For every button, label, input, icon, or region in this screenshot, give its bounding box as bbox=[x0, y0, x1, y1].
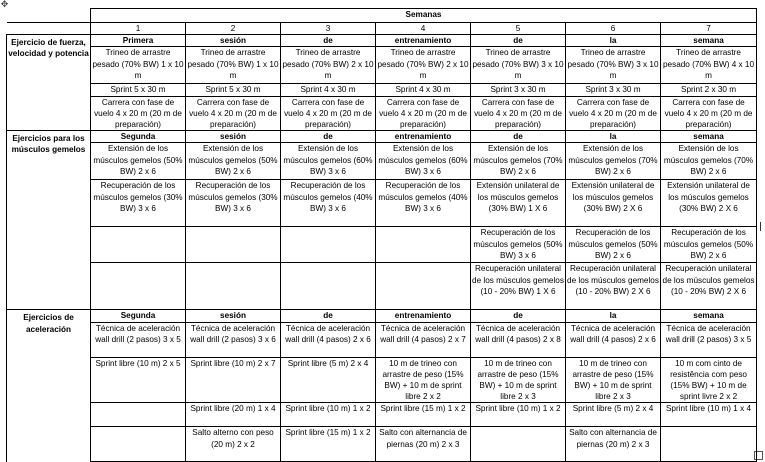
exercise-cell: Extensión de los músculos gemelos (60% BW) 3 x 6 bbox=[376, 143, 471, 180]
exercise-cell: Sprint libre (5 m) 2 x 4 bbox=[281, 357, 376, 403]
exercise-cell bbox=[186, 227, 281, 263]
exercise-cell: Carrera con fase de vuelo 4 x 20 m (20 m de preparación) bbox=[186, 96, 281, 131]
exercise-cell bbox=[376, 263, 471, 310]
session-word-cell: semana bbox=[661, 310, 757, 322]
exercise-cell: Sprint libre (10 m) 1 x 4 bbox=[661, 403, 757, 427]
exercise-cell: 10 m de trineo con arrastre de peso (15% BW) + 10 m de sprint libre 2 x 3 bbox=[471, 357, 566, 403]
exercise-cell: Carrera con fase de vuelo 4 x 20 m (20 m de preparación) bbox=[566, 96, 661, 131]
exercise-cell: Carrera con fase de vuelo 4 x 20 m (20 m de preparación) bbox=[376, 96, 471, 131]
exercise-cell: Extensión de los músculos gemelos (50% BW) 2 x 6 bbox=[186, 143, 281, 180]
exercise-cell: Recuperación de los músculos gemelos (30% BW) 3 x 6 bbox=[91, 180, 186, 227]
exercise-cell: Sprint 3 x 30 m bbox=[471, 84, 566, 96]
exercise-cell bbox=[91, 227, 186, 263]
exercise-cell: Técnica de aceleración wall drill (2 pasos) 3 x 6 bbox=[186, 322, 281, 357]
exercise-cell: 10 m de trineo con arrastre de peso (15% BW) + 10 m de sprint libre 2 x 3 bbox=[566, 357, 661, 403]
week-number-cell: 4 bbox=[376, 23, 471, 35]
exercise-cell: Recuperación unilateral de los músculos gemelos (10 - 20% BW) 2 X 6 bbox=[566, 263, 661, 310]
week-number-cell: 2 bbox=[186, 23, 281, 35]
exercise-cell: Extensión de los músculos gemelos (70% BW) 2 x 6 bbox=[566, 143, 661, 180]
exercise-cell: Carrera con fase de vuelo 4 x 20 m (20 m de preparación) bbox=[91, 96, 186, 131]
exercise-cell: 10 m de trineo con arrastre de peso (15% BW) + 10 m de sprint libre 2 x 2 bbox=[376, 357, 471, 403]
week-number-cell: 1 bbox=[91, 23, 186, 35]
exercise-cell: Salto con alternancia de piernas (20 m) 2 x 3 bbox=[566, 427, 661, 462]
exercise-cell: Trineo de arrastre pesado (70% BW) 2 x 10 m bbox=[376, 47, 471, 84]
exercise-cell: Trineo de arrastre pesado (70% BW) 3 x 10 m bbox=[471, 47, 566, 84]
exercise-cell: Sprint libre (15 m) 1 x 2 bbox=[376, 403, 471, 427]
exercise-cell: Trineo de arrastre pesado (70% BW) 2 x 10 m bbox=[281, 47, 376, 84]
session-word-cell: semana bbox=[661, 131, 757, 143]
group-label: Ejercicios para los músculos gemelos bbox=[7, 131, 91, 310]
exercise-cell: Sprint 5 x 30 m bbox=[186, 84, 281, 96]
session-word-cell: semana bbox=[661, 35, 757, 47]
table-move-handle[interactable]: ✥ bbox=[0, 0, 9, 9]
exercise-cell: Sprint libre (10 m) 1 x 2 bbox=[471, 403, 566, 427]
exercise-cell: Recuperación de los músculos gemelos (30% BW) 3 x 6 bbox=[186, 180, 281, 227]
week-number-cell: 5 bbox=[471, 23, 566, 35]
session-word-cell: entrenamiento bbox=[376, 131, 471, 143]
session-word-cell: la bbox=[566, 35, 661, 47]
training-table bbox=[6, 8, 757, 462]
session-word-cell: entrenamiento bbox=[376, 35, 471, 47]
exercise-cell: Carrera con fase de vuelo 4 x 20 m (20 m de preparación) bbox=[471, 96, 566, 131]
session-word-cell: la bbox=[566, 310, 661, 322]
exercise-cell: Extensión de los músculos gemelos (70% BW) 2 x 6 bbox=[471, 143, 566, 180]
session-word-cell: Segunda bbox=[91, 310, 186, 322]
exercise-cell: Técnica de aceleración wall drill (4 pasos) 2 x 6 bbox=[566, 322, 661, 357]
group-label: Ejercicio de fuerza, velocidad y potencia bbox=[7, 35, 91, 131]
session-word-cell: de bbox=[471, 310, 566, 322]
week-number-cell: 7 bbox=[661, 23, 757, 35]
exercise-cell: Sprint libre (10 m) 1 x 2 bbox=[281, 403, 376, 427]
exercise-cell: Extensión unilateral de los músculos gemelos (30% BW) 1 X 6 bbox=[471, 180, 566, 227]
exercise-cell: Trineo de arrastre pesado (70% BW) 1 x 10 m bbox=[186, 47, 281, 84]
exercise-cell: Extensión de los músculos gemelos (70% BW) 2 x 6 bbox=[661, 143, 757, 180]
session-word-cell: Primera bbox=[91, 35, 186, 47]
exercise-cell: Recuperación unilateral de los músculos gemelos (10 - 20% BW) 2 X 6 bbox=[661, 263, 757, 310]
weeks-header: Semanas bbox=[91, 9, 757, 23]
exercise-cell: Técnica de aceleración wall drill (2 pasos) 3 x 5 bbox=[661, 322, 757, 357]
session-word-cell: Segunda bbox=[91, 131, 186, 143]
exercise-cell: Técnica de aceleración wall drill (4 pasos) 2 x 8 bbox=[471, 322, 566, 357]
exercise-cell: Salto alterno con peso (20 m) 2 x 2 bbox=[186, 427, 281, 462]
session-word-cell: sesión bbox=[186, 131, 281, 143]
exercise-cell bbox=[91, 263, 186, 310]
exercise-cell: Recuperación de los músculos gemelos (40% BW) 3 x 6 bbox=[281, 180, 376, 227]
exercise-cell bbox=[376, 227, 471, 263]
session-word-cell: de bbox=[281, 310, 376, 322]
exercise-cell: Sprint libre (15 m) 1 x 2 bbox=[281, 427, 376, 462]
exercise-cell: Sprint 3 x 30 m bbox=[566, 84, 661, 96]
week-number-cell: 6 bbox=[566, 23, 661, 35]
week-number-cell: 3 bbox=[281, 23, 376, 35]
session-word-cell: de bbox=[471, 35, 566, 47]
exercise-cell: Sprint libre (5 m) 2 x 4 bbox=[566, 403, 661, 427]
exercise-cell bbox=[186, 263, 281, 310]
session-word-cell: sesión bbox=[186, 35, 281, 47]
exercise-cell bbox=[281, 227, 376, 263]
exercise-cell: Técnica de aceleración wall drill (4 pasos) 2 x 6 bbox=[281, 322, 376, 357]
exercise-cell: Sprint libre (10 m) 2 x 5 bbox=[91, 357, 186, 403]
exercise-cell: Salto con alternancia de piernas (20 m) 2 x 3 bbox=[376, 427, 471, 462]
exercise-cell: Sprint 2 x 30 m bbox=[661, 84, 757, 96]
exercise-cell: Sprint 5 x 30 m bbox=[91, 84, 186, 96]
exercise-cell: Recuperación de los músculos gemelos (50% BW) 2 x 6 bbox=[661, 227, 757, 263]
exercise-cell: Sprint 4 x 30 m bbox=[376, 84, 471, 96]
exercise-cell: Trineo de arrastre pesado (70% BW) 1 x 10 m bbox=[91, 47, 186, 84]
exercise-cell: Sprint 4 x 30 m bbox=[281, 84, 376, 96]
exercise-cell: Recuperación unilateral de los músculos gemelos (10 - 20% BW) 1 X 6 bbox=[471, 263, 566, 310]
session-word-cell: entrenamiento bbox=[376, 310, 471, 322]
exercise-cell: Recuperación de los músculos gemelos (50% BW) 2 x 6 bbox=[566, 227, 661, 263]
exercise-cell: Trineo de arrastre pesado (70% BW) 4 x 10 m bbox=[661, 47, 757, 84]
text-cursor-mark bbox=[760, 222, 761, 231]
exercise-cell bbox=[91, 403, 186, 427]
exercise-cell bbox=[91, 427, 186, 462]
exercise-cell: Extensión unilateral de los músculos gemelos (30% BW) 2 X 6 bbox=[566, 180, 661, 227]
exercise-cell bbox=[661, 427, 757, 462]
exercise-cell: Sprint libre (20 m) 1 x 4 bbox=[186, 403, 281, 427]
exercise-cell: Recuperación de los músculos gemelos (40% BW) 3 x 6 bbox=[376, 180, 471, 227]
exercise-cell: Técnica de aceleración wall drill (4 pasos) 2 x 7 bbox=[376, 322, 471, 357]
exercise-cell: Sprint libre (10 m) 2 x 7 bbox=[186, 357, 281, 403]
exercise-cell: Trineo de arrastre pesado (70% BW) 3 x 10 m bbox=[566, 47, 661, 84]
exercise-cell: Técnica de aceleración wall drill (2 pasos) 3 x 5 bbox=[91, 322, 186, 357]
exercise-cell: Carrera con fase de vuelo 4 x 20 m (20 m de preparación) bbox=[281, 96, 376, 131]
session-word-cell: de bbox=[281, 35, 376, 47]
exercise-cell: Extensión unilateral de los músculos gemelos (30% BW) 2 X 6 bbox=[661, 180, 757, 227]
exercise-cell bbox=[471, 427, 566, 462]
corner-cell bbox=[7, 9, 91, 23]
exercise-cell: 10 m com cinto de resistência com peso (15% BW) + 10 m de sprint livre 2 x 2 bbox=[661, 357, 757, 403]
session-word-cell: la bbox=[566, 131, 661, 143]
session-word-cell: de bbox=[471, 131, 566, 143]
blank-cell bbox=[7, 23, 91, 35]
exercise-cell bbox=[281, 263, 376, 310]
exercise-cell: Carrera con fase de vuelo 4 x 20 m (20 m de preparación) bbox=[661, 96, 757, 131]
exercise-cell: Recuperación de los músculos gemelos (50% BW) 3 x 6 bbox=[471, 227, 566, 263]
session-word-cell: de bbox=[281, 131, 376, 143]
exercise-cell: Extensión de los músculos gemelos (50% BW) 2 x 6 bbox=[91, 143, 186, 180]
exercise-cell: Extensión de los músculos gemelos (60% BW) 3 x 6 bbox=[281, 143, 376, 180]
group-label: Ejercicios de aceleración bbox=[7, 310, 91, 462]
session-word-cell: sesión bbox=[186, 310, 281, 322]
